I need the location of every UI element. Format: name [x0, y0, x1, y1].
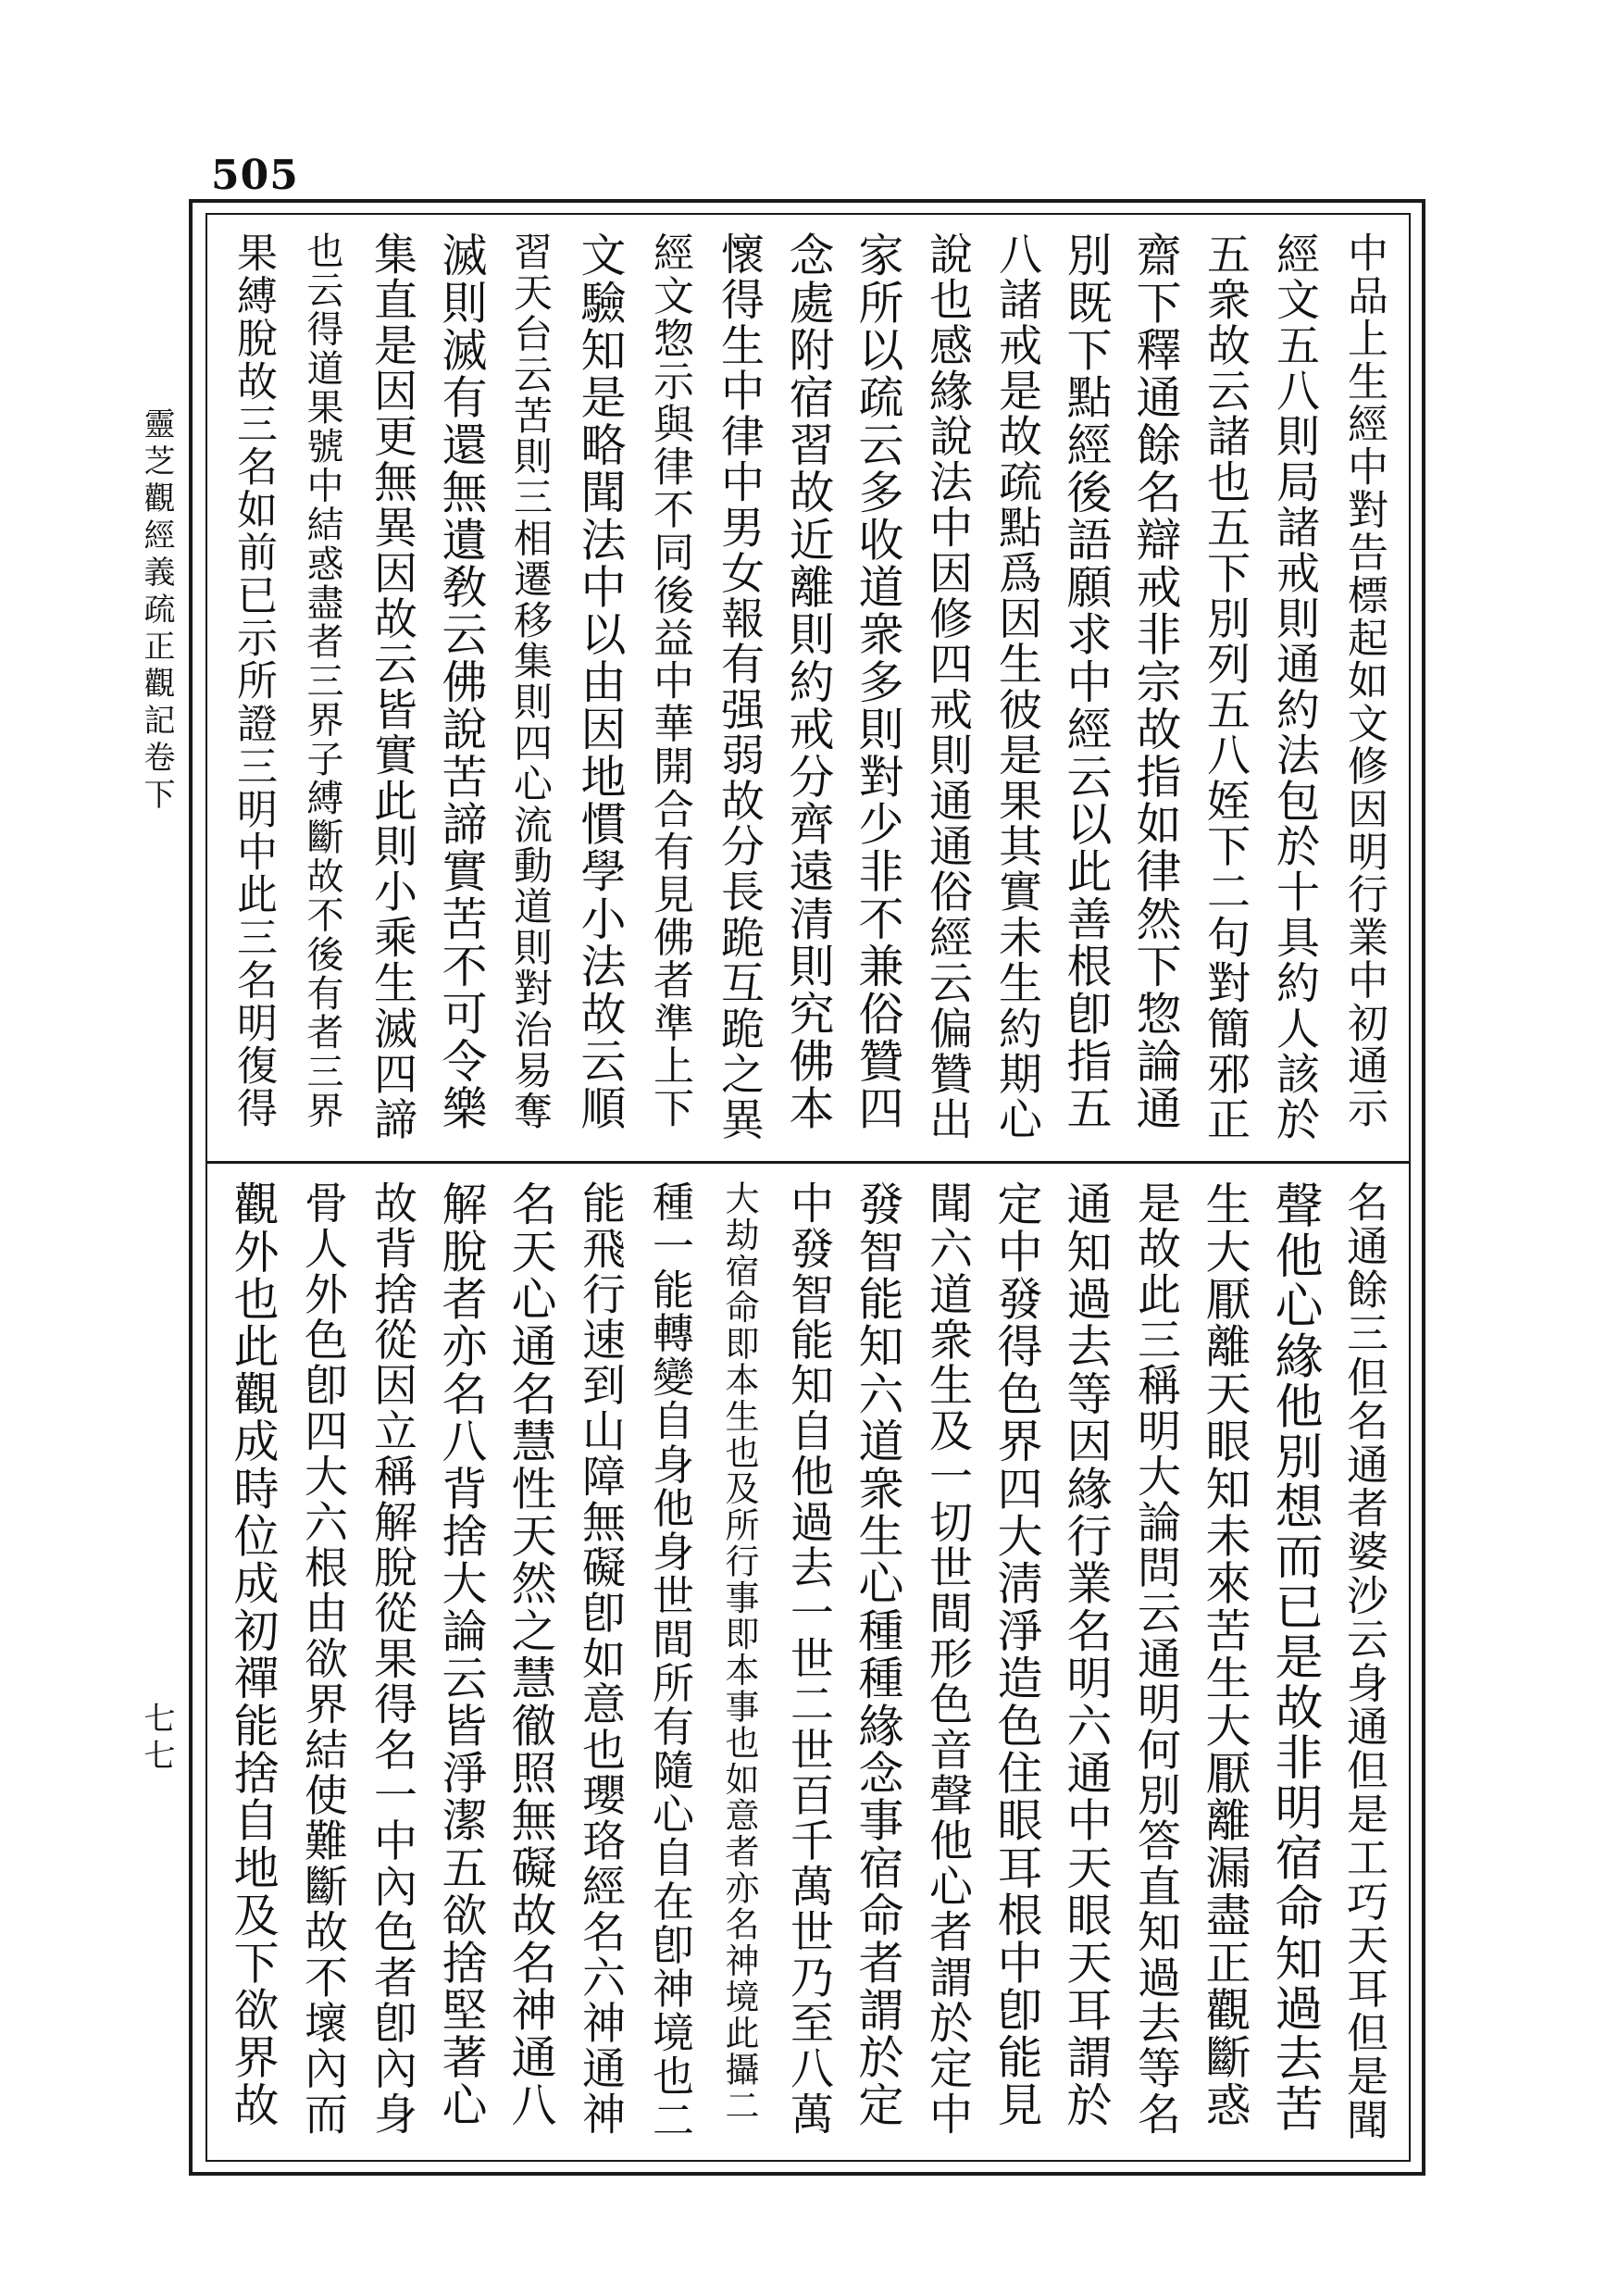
text-column: 觀外也此觀成時位成初禪能捨自地及下欲界故: [227, 1180, 280, 2128]
page-number: 505: [211, 152, 299, 199]
text-column: 中品上生經中對告標起如文修因明行業中初通示: [1340, 231, 1388, 1130]
text-column: 生大厭離天眼知未來苦生大厭離漏盡正觀斷惑: [1199, 1180, 1251, 2128]
text-column: 大劫宿命即本生也及所行事即本事也如意者亦名神境此攝二: [719, 1180, 759, 2125]
text-column: 聞六道衆生及一切世間形色音聲他心者謂於定中: [922, 1180, 973, 2138]
text-column: 骨人外色卽四大六根由欲界結使難斷故不壞內而: [297, 1180, 348, 2138]
text-column: 經文惣示與律不同後益中華開合有見佛者準上下: [646, 231, 693, 1130]
text-column: 家所以疏云多收道衆多則對少非不兼俗贊四: [852, 231, 904, 1132]
text-column: 名通餘三但名通者婆沙云身通但是工巧天耳但是聞: [1339, 1180, 1388, 2142]
text-column: 解脫者亦名八背捨大論云皆淨潔五欲捨堅著心: [435, 1180, 488, 2128]
text-column: 果縛脫故三名如前已示所證三明中此三名明復得: [230, 231, 277, 1130]
lower-text-block: [222, 1180, 1394, 2143]
text-column: 定中發得色界四大淸淨造色住眼耳根中卽能見: [990, 1180, 1043, 2128]
text-column: 懷得生中律中男女報有强弱故分長跪互跪之異: [714, 231, 765, 1142]
text-column: 中發智能知自他過去一世二世百千萬世乃至八萬: [783, 1180, 834, 2138]
text-column: 八諸戒是故疏點爲因生彼是果其實未生約期心: [991, 231, 1042, 1142]
text-column: 說也感緣說法中因修四戒則通通俗經云偏贊出: [922, 231, 973, 1142]
text-column: 發智能知六道衆生心種種緣念事宿命者謂於定: [852, 1180, 904, 2128]
upper-text-block: [222, 231, 1394, 1143]
register-divider: [205, 1161, 1411, 1164]
text-column: 集直是因更無異因故云皆實此則小乘生滅四諦: [367, 231, 417, 1142]
text-column: 聲他心緣他別想而已是故非明宿命知過去苦: [1266, 1180, 1322, 2134]
text-column: 種一能轉變自身他身世間所有隨心自在卽神境也二: [645, 1180, 694, 2142]
text-column: 通知過去等因緣行業名明六通中天眼天耳謂於: [1060, 1180, 1113, 2128]
text-column: 文驗知是略聞法中以由因地慣學小法故云順: [574, 231, 627, 1132]
running-title: 靈芝觀經義疏正觀記卷下: [138, 407, 175, 815]
text-column: 是故此三稱明大論問云通明何別答直知過去等名: [1130, 1180, 1181, 2138]
text-column: 五衆故云諸也五下別列五八姪下二句對簡邪正: [1200, 231, 1251, 1142]
text-column: 齋下釋通餘名辯戒非宗故指如律然下惣論通: [1129, 231, 1182, 1132]
text-column: 習天台云苦則三相遷移集則四心流動道則對治易奪: [508, 231, 554, 1132]
text-column: 名天心通名慧性天然之慧徹照無礙故名神通八: [504, 1180, 557, 2128]
text-column: 也云得道果號中結惑盡者三界子縛斷故不後有者三界: [301, 231, 343, 1130]
text-column: 滅則滅有還無遺敎云佛說苦諦實苦不可令樂: [435, 231, 488, 1132]
text-column: 故背捨從因立稱解脫從果得名一中內色者卽內身: [367, 1180, 417, 2138]
text-column: 別既下點經後語願求中經云以此善根卽指五: [1060, 231, 1113, 1132]
text-column: 經文五八則局諸戒則通約法包於十具約人該於: [1269, 231, 1320, 1142]
text-column: 能飛行速到山障無礙卽如意也瓔珞經名六神通神: [575, 1180, 626, 2138]
folio-number: 七七: [138, 1702, 175, 1776]
text-column: 念處附宿習故近離則約戒分齊遠清則究佛本: [782, 231, 835, 1132]
